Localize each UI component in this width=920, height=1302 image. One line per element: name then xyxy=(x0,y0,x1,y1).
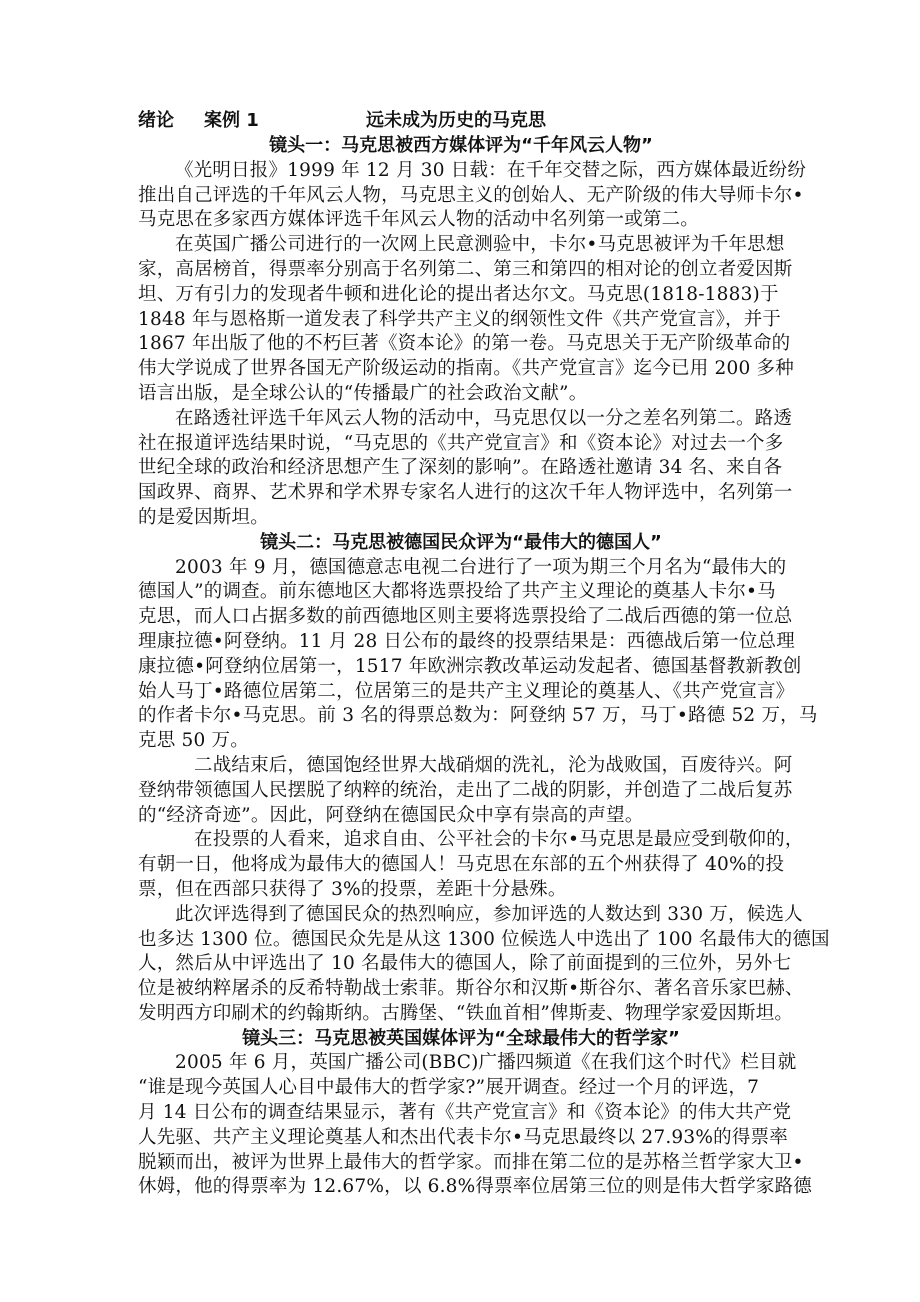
paragraph-line: 克思 50 万。 xyxy=(138,730,249,752)
paragraph-line: 发明西方印刷术的约翰斯纳。古腾堡、“铁血首相”俾斯麦、物理学家爱因斯坦。 xyxy=(138,1002,794,1024)
paragraph-line: 二战结束后，德国饱经世界大战硝烟的洗礼，沦为战败国，百废待兴。阿 xyxy=(194,754,793,776)
paragraph-line: 休姆，他的得票率为 12.67%，以 6.8%得票率位居第三位的则是伟大哲学家路德 xyxy=(138,1176,813,1198)
section-2-title: 镜头二：马克思被德国民众评为“最伟大的德国人” xyxy=(260,531,662,553)
document-title: 远未成为历史的马克思 xyxy=(366,110,546,131)
paragraph-line: 也多达 1300 位。德国民众先是从这 1300 位候选人中选出了 100 名最伟大的德国 xyxy=(138,928,830,950)
paragraph-line: 语言出版，是全球公认的“传播最广的社会政治文献”。 xyxy=(138,382,588,404)
case-label: 案例 1 xyxy=(204,110,259,131)
paragraph-line: 马克思在多家西方媒体评选千年风云人物的活动中名列第一或第二。 xyxy=(138,209,700,231)
paragraph-line: 脱颖而出，被评为世界上最伟大的哲学家。而排在第二位的是苏格兰哲学家大卫• xyxy=(138,1151,804,1173)
paragraph-line: 2003 年 9 月，德国德意志电视二台进行了一项为期三个月名为“最伟大的 xyxy=(175,556,787,578)
paragraph-line: 人，然后从中评选出了 10 名最伟大的德国人，除了前面提到的三位外，另外七 xyxy=(138,953,792,975)
paragraph-line: 在英国广播公司进行的一次网上民意测验中，卡尔•马克思被评为千年思想 xyxy=(175,234,785,256)
paragraph-line: 家，高居榜首，得票率分别高于名列第二、第三和第四的相对论的创立者爱因斯 xyxy=(138,258,793,280)
paragraph-line: 在路透社评选千年风云人物的活动中，马克思仅以一分之差名列第二。路透 xyxy=(175,407,793,429)
document-page xyxy=(138,108,830,1200)
paragraph-line: 伟大学说成了世界各国无产阶级运动的指南。《共产党宣言》迄今已用 200 多种 xyxy=(138,358,794,380)
paragraph-line: 克思，而人口占据多数的前西德地区则主要将选票投给了二战后西德的第一位总 xyxy=(138,606,793,628)
paragraph-line: 人先驱、共产主义理论奠基人和杰出代表卡尔•马克思最终以 27.93%的得票率 xyxy=(138,1126,788,1148)
paragraph-line: 位是被纳粹屠杀的反希特勒战士索菲。斯谷尔和汉斯•斯谷尔、著名音乐家巴赫、 xyxy=(138,978,804,1000)
paragraph-line: 的“经济奇迹”。因此，阿登纳在德国民众中享有崇高的声望。 xyxy=(138,804,644,826)
paragraph-line: “谁是现今英国人心目中最伟大的哲学家?”展开调查。经过一个月的评选，7 xyxy=(138,1077,760,1099)
paragraph-line: 1848 年与恩格斯一道发表了科学共产主义的纲领性文件《共产党宣言》，并于 xyxy=(138,308,782,330)
paragraph-line: 世纪全球的政治和经济思想产生了深刻的影响”。在路透社邀请 34 名、来自各 xyxy=(138,457,783,479)
paragraph-line: 推出自己评选的千年风云人物，马克思主义的创始人、无产阶级的伟大导师卡尔• xyxy=(138,184,804,206)
paragraph-line: 有朝一日，他将成为最伟大的德国人！马克思在东部的五个州获得了 40%的投 xyxy=(138,854,785,876)
paragraph-line: 的作者卡尔•马克思。前 3 名的得票总数为：阿登纳 57 万，马丁•路德 52 万，马 xyxy=(138,705,818,727)
document-header xyxy=(138,108,784,134)
paragraph-line: 1867 年出版了他的不朽巨著《资本论》的第一卷。马克思关于无产阶级革命的 xyxy=(138,333,791,355)
paragraph-line: 国政界、商界、艺术界和学术界专家名人进行的这次千年人物评选中，名列第一 xyxy=(138,482,793,504)
paragraph-line: 德国人”的调查。前东德地区大都将选票投给了共产主义理论的奠基人卡尔•马 xyxy=(138,581,776,603)
paragraph-line: 此次评选得到了德国民众的热烈响应，参加评选的人数达到 330 万，候选人 xyxy=(175,903,803,925)
paragraph-line: 坦、万有引力的发现者牛顿和进化论的提出者达尔文。马克思(1818-1883)于 xyxy=(138,283,779,305)
paragraph-line: 在投票的人看来，追求自由、公平社会的卡尔•马克思是最应受到敬仰的， xyxy=(194,829,804,851)
paragraph-line: 社在报道评选结果时说，“马克思的《共产党宣言》和《资本论》对过去一个多 xyxy=(138,432,784,454)
section-3-title: 镜头三：马克思被英国媒体评为“全球最伟大的哲学家” xyxy=(242,1027,680,1049)
paragraph-line: 票，但在西部只获得了 3%的投票，差距十分悬殊。 xyxy=(138,878,567,900)
paragraph-line: 2005 年 6 月，英国广播公司(BBC)广播四频道《在我们这个时代》栏目就 xyxy=(175,1052,797,1074)
paragraph-line: 康拉德•阿登纳位居第一，1517 年欧洲宗教改革运动发起者、德国基督教新教创 xyxy=(138,655,802,677)
paragraph-line: 始人马丁•路德位居第二，位居第三的是共产主义理论的奠基人、《共产党宣言》 xyxy=(138,680,795,702)
section-1-title: 镜头一：马克思被西方媒体评为“千年风云人物” xyxy=(269,135,653,156)
chapter-label: 绪论 xyxy=(138,110,174,131)
paragraph-line: 理康拉德•阿登纳。11 月 28 日公布的最终的投票结果是：西德战后第一位总理 xyxy=(138,630,795,652)
paragraph-line: 登纳带领德国人民摆脱了纳粹的统治，走出了二战的阴影，并创造了二战后复苏 xyxy=(138,779,793,801)
paragraph-line: 月 14 日公布的调查结果显示，著有《共产党宣言》和《资本论》的伟大共产党 xyxy=(138,1102,792,1124)
paragraph-line: 《光明日报》1999 年 12 月 30 日载：在千年交替之际，西方媒体最近纷纷 xyxy=(175,159,807,181)
paragraph-line: 的是爱因斯坦。 xyxy=(138,506,269,528)
